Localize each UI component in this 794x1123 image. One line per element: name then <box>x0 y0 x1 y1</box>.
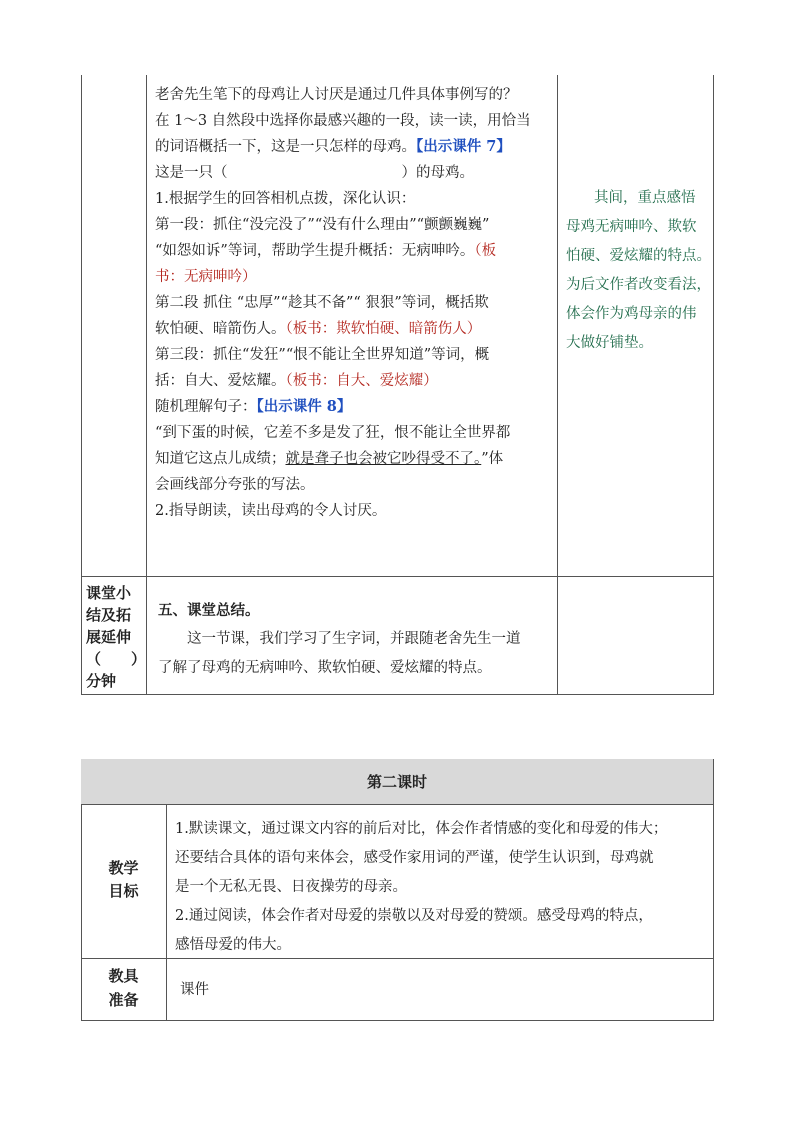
text-line: 第三段：抓住“发狂”“恨不能让全世界知道”等词，概 <box>155 347 490 363</box>
board-note: （板 <box>474 243 497 259</box>
label-line: 展延伸 <box>86 628 132 646</box>
text-line: 1.根据学生的回答相机点拨，深化认识： <box>155 191 416 207</box>
goal-line: 2.通过阅读，体会作者对母爱的崇敬以及对母爱的赞颂。感受母鸡的特点， <box>175 908 653 924</box>
text-line: 会画线部分夸张的写法。 <box>155 477 315 493</box>
courseware-tag: 【出示课件 7】 <box>416 138 511 155</box>
text-line: 2.指导朗读，读出母鸡的令人讨厌。 <box>155 503 387 519</box>
label-line: 分钟 <box>86 672 117 690</box>
text-line: 的词语概括一下，这是一只怎样的母鸡。 <box>155 139 416 155</box>
design-note-cell <box>566 184 712 358</box>
goal-line: 还要结合具体的语句来体会，感受作家用词的严谨，使学生认识到，母鸡就 <box>175 850 654 866</box>
label-line: 教具 <box>108 967 139 985</box>
summary-label <box>86 582 146 692</box>
prep-label <box>81 964 166 1012</box>
label-line: 课堂小 <box>86 584 132 602</box>
lesson-title: 第二课时 <box>366 773 427 791</box>
summary-line: 这一节课，我们学习了生字词，并跟随老舍先生一道 <box>187 631 521 647</box>
board-note: 书：无病呻吟） <box>155 269 257 285</box>
label-line: （ ） <box>86 650 147 668</box>
goals-cell <box>175 815 711 960</box>
courseware-tag: 【出示课件 8】 <box>256 398 352 415</box>
note-line: 体会作为鸡母亲的伟 <box>566 306 697 322</box>
text-line: 随机理解句子： <box>155 399 257 415</box>
label-line: 准备 <box>108 991 139 1009</box>
lesson-header <box>81 759 713 804</box>
goals-label <box>81 857 166 903</box>
text-line: 这是一只（ ）的母鸡。 <box>155 165 474 181</box>
text-line: 在 1～3 自然段中选择你最感兴趣的一段，读一读，用恰当 <box>155 113 531 129</box>
note-line: 母鸡无病呻吟、欺软 <box>566 219 697 235</box>
label-line: 结及拓 <box>86 606 132 624</box>
text-line: 老舍先生笔下的母鸡让人讨厌是通过几件具体事例写的？ <box>155 87 518 103</box>
text-line: 软怕硬、暗箭伤人。 <box>155 321 286 337</box>
text-line: 括：自大、爱炫耀。 <box>155 373 286 389</box>
note-line: 大做好铺垫。 <box>566 335 653 351</box>
text-line: 第一段：抓住“没完没了”“没有什么理由”“颤颤巍巍” <box>155 217 490 233</box>
text-line: 知道它这点儿成绩； <box>155 451 286 467</box>
label-line: 目标 <box>108 882 139 900</box>
goal-line: 1.默读课文，通过课文内容的前后对比，体会作者情感的变化和母爱的伟大； <box>175 821 668 837</box>
underlined-sentence: 就是聋子也会被它吵得受不了。 <box>285 451 482 467</box>
goal-line: 是一个无私无畏、日夜操劳的母亲。 <box>175 879 407 895</box>
board-note: （板书：欺软怕硬、暗箭伤人） <box>285 321 482 337</box>
teaching-process-cell <box>155 82 555 524</box>
text-line: ”体 <box>481 451 504 467</box>
prep-value: 课件 <box>180 982 209 998</box>
text-line: “如怨如诉”等词，帮助学生提升概括：无病呻吟。 <box>155 243 475 259</box>
note-line: 其间，重点感悟 <box>594 190 696 206</box>
summary-cell <box>158 596 556 683</box>
goal-line: 感悟母爱的伟大。 <box>175 937 291 953</box>
summary-line: 了解了母鸡的无病呻吟、欺软怕硬、爱炫耀的特点。 <box>158 660 492 676</box>
text-line: “到下蛋的时候，它差不多是发了狂，恨不能让全世界都 <box>155 425 511 441</box>
board-note: （板书：自大、爱炫耀） <box>285 373 438 389</box>
note-line: 为后文作者改变看法， <box>566 277 711 293</box>
summary-title: 五、课堂总结。 <box>158 602 260 619</box>
label-line: 教学 <box>108 859 139 877</box>
text-line: 第二段 抓住 “忠厚”“趁其不备”“ 狠狠”等词，概括欺 <box>155 295 489 311</box>
note-line: 怕硬、爱炫耀的特点。 <box>566 248 711 264</box>
prep-cell <box>180 977 700 1003</box>
